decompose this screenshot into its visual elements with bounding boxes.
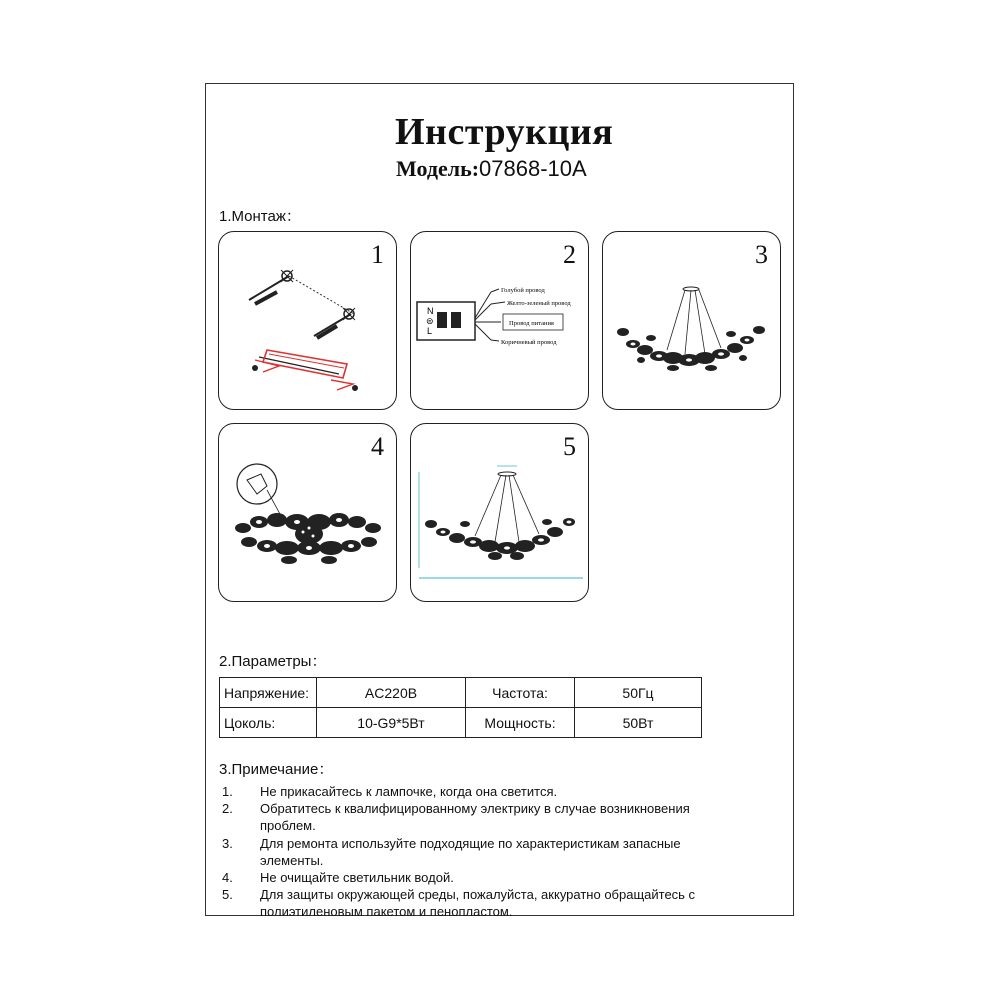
- param-value-voltage: AC220В: [317, 678, 466, 708]
- note-number: 4.: [222, 870, 233, 886]
- note-text: Для защиты окружающей среды, пожалуйста, аккуратно обращайтесь с полиэтиленовым пакетом и пенопластом.: [260, 887, 696, 920]
- mounting-bracket-illustration: [219, 232, 398, 411]
- note-text: Обратитесь к квалифицированному электрику в случае возникновения проблем.: [260, 801, 690, 834]
- param-label-voltage: Напряжение:: [220, 678, 317, 708]
- param-value-power: 50Вт: [575, 708, 702, 738]
- param-label-power: Мощность:: [466, 708, 575, 738]
- terminal-letter: N: [427, 306, 434, 316]
- terminal-letter: ⊜: [426, 316, 434, 326]
- wire-label-yellow-green: Желто-зеленый провод: [507, 300, 571, 307]
- note-number: 3.: [222, 835, 233, 851]
- step-panel-4: [218, 423, 397, 602]
- terminal-letter: L: [427, 326, 433, 336]
- step-panel-3: [602, 231, 781, 410]
- step-panel-5: [410, 423, 589, 602]
- wiring-diagram-illustration: [411, 232, 590, 411]
- list-item: [222, 835, 722, 869]
- document-title: Инструкция: [395, 111, 614, 153]
- model-line: [396, 156, 587, 182]
- chandelier-illustration: [603, 232, 782, 411]
- note-number: 2.: [222, 801, 233, 817]
- wire-label-power: Провод питания: [509, 320, 554, 327]
- param-value-frequency: 50Гц: [575, 678, 702, 708]
- list-item: [222, 800, 722, 834]
- note-text: Не очищайте светильник водой.: [260, 870, 454, 886]
- step-panel-1: [218, 231, 397, 410]
- note-number: 5.: [222, 887, 233, 903]
- wire-label-brown: Коричневый провод: [501, 339, 557, 346]
- list-item: [222, 869, 722, 886]
- step-number: 4: [371, 432, 384, 461]
- wire-label-blue: Голубой провод: [501, 287, 545, 294]
- step-number: 3: [755, 240, 768, 269]
- param-label-frequency: Частота:: [466, 678, 575, 708]
- chandelier-top-view-illustration: [219, 424, 398, 603]
- step-number: 1: [371, 240, 384, 269]
- section-notes-heading: 3.Примечание：: [219, 761, 334, 778]
- step-panel-2: [410, 231, 589, 410]
- list-item: [222, 886, 722, 920]
- section-install-heading: 1.Монтаж：: [219, 208, 301, 225]
- step-number: 5: [563, 432, 576, 461]
- section-params-heading: 2.Параметры：: [219, 653, 327, 670]
- param-label-socket: Цоколь:: [220, 708, 317, 738]
- model-number: 07868-10A: [479, 156, 587, 181]
- note-number: 1.: [222, 784, 233, 799]
- step-number: 2: [563, 240, 576, 269]
- param-value-socket: 10-G9*5Вт: [317, 708, 466, 738]
- parameters-table: [219, 677, 702, 738]
- list-item: [222, 783, 722, 800]
- chandelier-dimensions-illustration: [411, 424, 590, 603]
- table-row: [220, 708, 702, 738]
- notes-list: [222, 783, 722, 921]
- note-text: Для ремонта используйте подходящие по характеристикам запасные элементы.: [260, 835, 681, 868]
- note-text: Не прикасайтесь к лампочке, когда она светится.: [260, 784, 558, 799]
- model-label: Модель:: [396, 156, 480, 181]
- table-row: [220, 678, 702, 708]
